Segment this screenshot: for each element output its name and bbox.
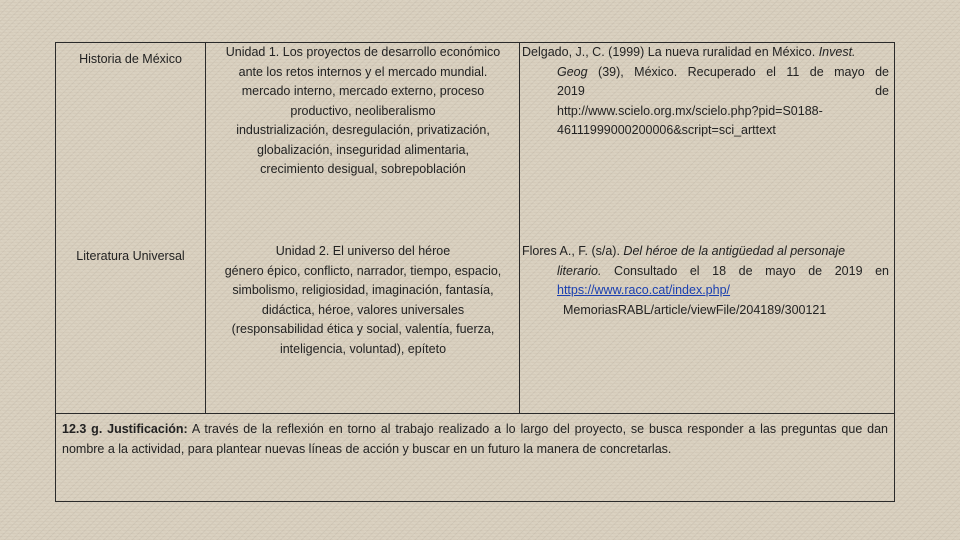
- unit-line: ante los retos internos y el mercado mundial.: [238, 64, 488, 79]
- unit-content-historia: [207, 43, 519, 180]
- ref-url-line: MemoriasRABL/article/viewFile/204189/300121: [563, 302, 827, 317]
- unit-line: productivo, neoliberalismo: [290, 103, 436, 118]
- reference-literatura: [522, 242, 889, 320]
- ref-line: Delgado, J., C. (1999) La nueva ruralidad en México. Invest.: [522, 45, 856, 59]
- column-divider-1: [205, 42, 206, 414]
- unit-line: (responsabilidad ética y social, valentía, fuerza,: [231, 322, 495, 336]
- ref-link-line: [522, 281, 889, 301]
- justification-label: 12.3 g. Justificación:: [62, 422, 188, 436]
- justification-text: A través de la reflexión en torno al trabajo realizado a lo largo del proyecto, se busca responder a las preguntas que dan nombre a la actividad, para plantear nuevas líneas de acción y buscar en un futuro la manera de concretarlas.: [62, 422, 888, 456]
- subject-historia: Historia de México: [79, 52, 182, 66]
- unit-line: simbolismo, religiosidad, imaginación, fantasía,: [232, 283, 494, 297]
- unit-line: Unidad 2. El universo del héroe: [275, 244, 451, 258]
- subject-literatura: Literatura Universal: [76, 249, 185, 263]
- unit-content-literatura: [207, 242, 519, 359]
- ref-url-line: http://www.scielo.org.mx/scielo.php?pid=S0188-: [557, 103, 823, 118]
- unit-line: Unidad 1. Los proyectos de desarrollo económico: [225, 45, 501, 59]
- ref-line: 2019 de: [557, 84, 889, 98]
- unit-line: industrialización, desregulación, privatización,: [236, 123, 490, 137]
- ref-link[interactable]: https://www.raco.cat/index.php/: [557, 283, 731, 297]
- unit-line: globalización, inseguridad alimentaria,: [257, 142, 469, 157]
- row-divider: [55, 413, 895, 414]
- reference-historia: [522, 43, 889, 141]
- ref-line: Flores A., F. (s/a). Del héroe de la antigüedad al personaje: [522, 244, 846, 258]
- ref-line: literario. Consultado el 18 de mayo de 2019 en: [557, 263, 889, 278]
- justification-paragraph: [62, 420, 888, 459]
- column-divider-2: [519, 42, 520, 414]
- unit-line: didáctica, héroe, valores universales: [261, 302, 465, 317]
- unit-line: inteligencia, voluntad), epíteto: [279, 341, 447, 356]
- ref-url-line: 46111999000200006&script=sci_arttext: [557, 123, 776, 137]
- unit-line: género épico, conflicto, narrador, tiempo, espacio,: [224, 263, 502, 278]
- unit-line: crecimiento desigual, sobrepoblación: [260, 162, 466, 176]
- ref-line: Geog (39), México. Recuperado el 11 de mayo de: [557, 64, 889, 79]
- unit-line: mercado interno, mercado externo, proceso: [241, 84, 485, 98]
